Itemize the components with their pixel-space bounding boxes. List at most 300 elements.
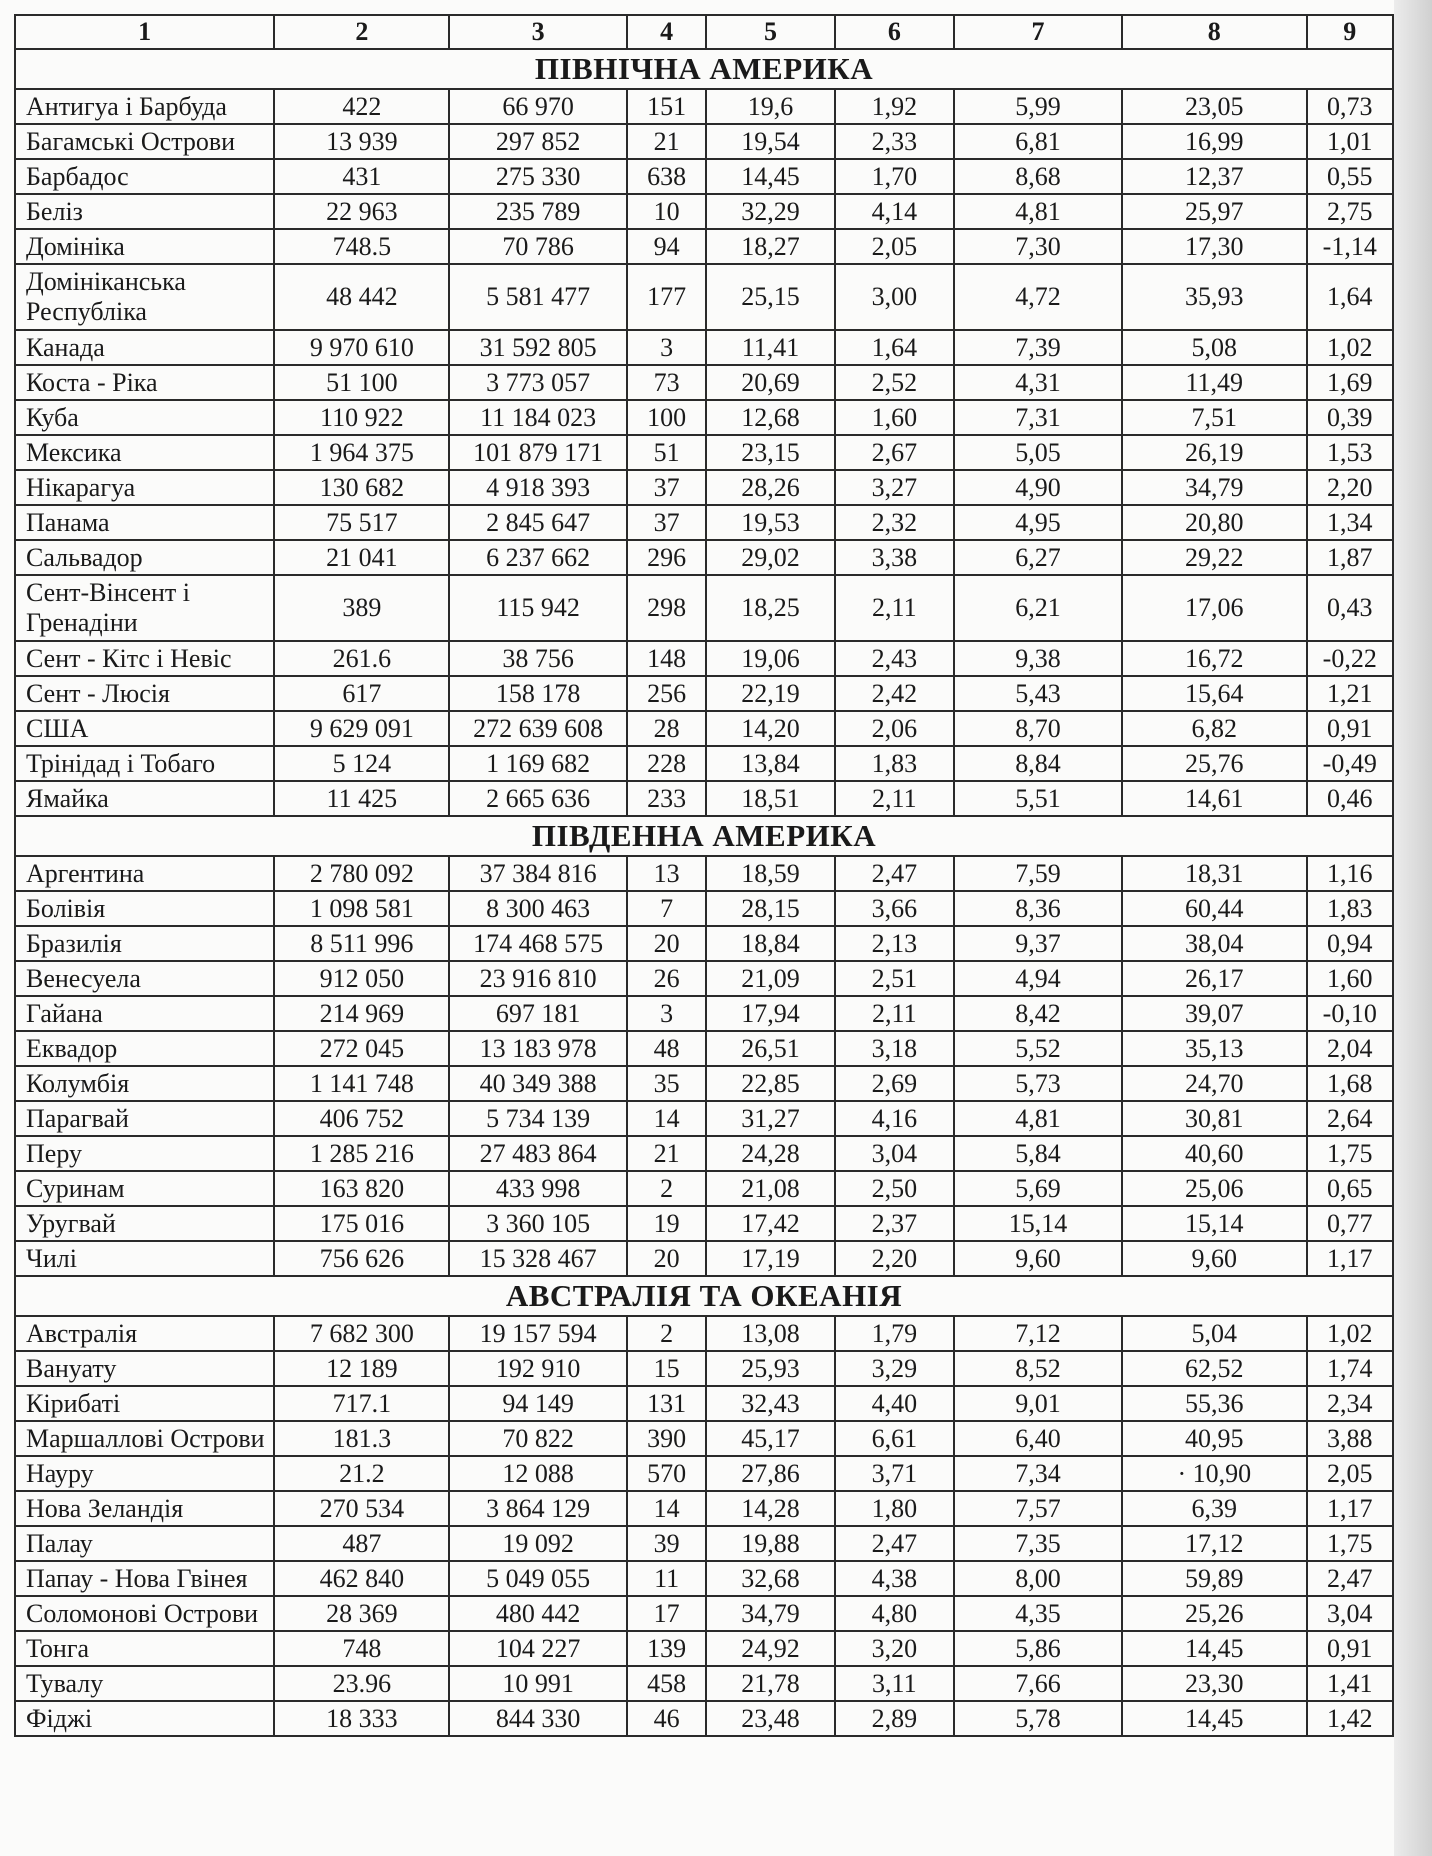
cell-value: 2 665 636 [449,781,627,816]
statistics-table [14,14,1394,1737]
cell-value: 14,45 [1122,1701,1307,1736]
cell-value: 18,31 [1122,856,1307,891]
cell-value: 7,31 [954,400,1122,435]
cell-value: 2,05 [1307,1456,1393,1491]
cell-value: 139 [627,1631,706,1666]
cell-value: 8,52 [954,1351,1122,1386]
cell-value: 21.2 [274,1456,449,1491]
cell-value: 23 916 810 [449,961,627,996]
cell-value: 0,91 [1307,1631,1393,1666]
cell-value: 66 970 [449,89,627,124]
cell-value: 13 [627,856,706,891]
cell-value: 1,75 [1307,1136,1393,1171]
cell-value: 3,88 [1307,1421,1393,1456]
country-name: Уругвай [15,1206,274,1241]
cell-value: 8,70 [954,711,1122,746]
cell-value: 638 [627,159,706,194]
cell-value: 296 [627,540,706,575]
cell-value: 8,00 [954,1561,1122,1596]
cell-value: 70 822 [449,1421,627,1456]
cell-value: 2,06 [835,711,954,746]
cell-value: 7 [627,891,706,926]
cell-value: 37 384 816 [449,856,627,891]
cell-value: 0,94 [1307,926,1393,961]
cell-value: 0,55 [1307,159,1393,194]
cell-value: 11 425 [274,781,449,816]
cell-value: 25,76 [1122,746,1307,781]
column-number: 1 [15,15,274,49]
cell-value: 26,19 [1122,435,1307,470]
cell-value: 174 468 575 [449,926,627,961]
cell-value: 5,51 [954,781,1122,816]
cell-value: 3,18 [835,1031,954,1066]
cell-value: 7,59 [954,856,1122,891]
cell-value: 19,88 [706,1526,834,1561]
table-row [15,746,1393,781]
country-name: Антигуа і Барбуда [15,89,274,124]
cell-value: 28,26 [706,470,834,505]
table-row [15,229,1393,264]
cell-value: 14,20 [706,711,834,746]
cell-value: 6,82 [1122,711,1307,746]
cell-value: 5 049 055 [449,1561,627,1596]
cell-value: 2 [627,1171,706,1206]
cell-value: 25,97 [1122,194,1307,229]
cell-value: 3,11 [835,1666,954,1701]
cell-value: 19 092 [449,1526,627,1561]
cell-value: 1,34 [1307,505,1393,540]
cell-value: 1 964 375 [274,435,449,470]
cell-value: 10 [627,194,706,229]
cell-value: 4,72 [954,264,1122,330]
table-row [15,194,1393,229]
cell-value: 38,04 [1122,926,1307,961]
cell-value: 26,51 [706,1031,834,1066]
cell-value: 34,79 [706,1596,834,1631]
country-name: Тонга [15,1631,274,1666]
cell-value: 2,04 [1307,1031,1393,1066]
cell-value: 1,70 [835,159,954,194]
table-body [15,49,1393,1736]
column-number-row [15,15,1393,49]
table-row [15,1701,1393,1736]
country-name: Суринам [15,1171,274,1206]
cell-value: 5,05 [954,435,1122,470]
cell-value: 100 [627,400,706,435]
cell-value: 9,37 [954,926,1122,961]
cell-value: 9,60 [1122,1241,1307,1276]
cell-value: 4,94 [954,961,1122,996]
cell-value: 9,60 [954,1241,1122,1276]
country-name: Сент - Люсія [15,676,274,711]
cell-value: 298 [627,575,706,641]
page-edge [1394,0,1432,1856]
cell-value: 29,22 [1122,540,1307,575]
cell-value: 3,38 [835,540,954,575]
cell-value: 23,15 [706,435,834,470]
cell-value: 1,02 [1307,1316,1393,1351]
cell-value: 15,64 [1122,676,1307,711]
column-number: 8 [1122,15,1307,49]
cell-value: 14,28 [706,1491,834,1526]
section-title: ПІВДЕННА АМЕРИКА [15,816,1393,856]
country-name: Ямайка [15,781,274,816]
cell-value: 5,99 [954,89,1122,124]
cell-value: 2,32 [835,505,954,540]
cell-value: 275 330 [449,159,627,194]
cell-value: 0,77 [1307,1206,1393,1241]
table-row [15,1351,1393,1386]
column-number: 7 [954,15,1122,49]
cell-value: 1,64 [835,330,954,365]
country-name: Австралія [15,1316,274,1351]
cell-value: 270 534 [274,1491,449,1526]
column-number: 3 [449,15,627,49]
cell-value: 3,29 [835,1351,954,1386]
cell-value: 1,21 [1307,676,1393,711]
cell-value: 2,47 [1307,1561,1393,1596]
cell-value: 2,05 [835,229,954,264]
table-row [15,1066,1393,1101]
cell-value: 39 [627,1526,706,1561]
cell-value: 6,27 [954,540,1122,575]
cell-value: -0,10 [1307,996,1393,1031]
cell-value: 9 629 091 [274,711,449,746]
country-name: Мексика [15,435,274,470]
cell-value: 22 963 [274,194,449,229]
cell-value: 235 789 [449,194,627,229]
table-row [15,1491,1393,1526]
table-row [15,1456,1393,1491]
cell-value: 2,20 [1307,470,1393,505]
cell-value: 8 511 996 [274,926,449,961]
cell-value: 16,99 [1122,124,1307,159]
cell-value: 21 041 [274,540,449,575]
cell-value: 2,34 [1307,1386,1393,1421]
cell-value: 17 [627,1596,706,1631]
table-row [15,330,1393,365]
table-row [15,1031,1393,1066]
cell-value: 73 [627,365,706,400]
cell-value: 406 752 [274,1101,449,1136]
table-row [15,400,1393,435]
country-name: Аргентина [15,856,274,891]
table-row [15,926,1393,961]
cell-value: 1,60 [1307,961,1393,996]
table-row [15,470,1393,505]
cell-value: 1,80 [835,1491,954,1526]
cell-value: 17,12 [1122,1526,1307,1561]
cell-value: 5,52 [954,1031,1122,1066]
table-row [15,1101,1393,1136]
cell-value: 0,91 [1307,711,1393,746]
country-name: Канада [15,330,274,365]
cell-value: 431 [274,159,449,194]
country-name: Нікарагуа [15,470,274,505]
cell-value: 11 [627,1561,706,1596]
table-row [15,365,1393,400]
cell-value: 14 [627,1491,706,1526]
column-number: 6 [835,15,954,49]
section-header-row [15,816,1393,856]
cell-value: 1,17 [1307,1491,1393,1526]
cell-value: 7,51 [1122,400,1307,435]
cell-value: 24,28 [706,1136,834,1171]
cell-value: 14,45 [706,159,834,194]
cell-value: 5,08 [1122,330,1307,365]
cell-value: 1,79 [835,1316,954,1351]
cell-value: 94 [627,229,706,264]
cell-value: 51 100 [274,365,449,400]
cell-value: 28 369 [274,1596,449,1631]
cell-value: 1,42 [1307,1701,1393,1736]
cell-value: 7,39 [954,330,1122,365]
country-name: Колумбія [15,1066,274,1101]
country-name: Венесуела [15,961,274,996]
cell-value: 9,38 [954,641,1122,676]
cell-value: 0,65 [1307,1171,1393,1206]
cell-value: 158 178 [449,676,627,711]
cell-value: 8 300 463 [449,891,627,926]
cell-value: 18,25 [706,575,834,641]
country-name: Домініканська Республіка [15,264,274,330]
cell-value: 13,08 [706,1316,834,1351]
cell-value: 2,64 [1307,1101,1393,1136]
cell-value: 101 879 171 [449,435,627,470]
section-header-row [15,49,1393,89]
cell-value: 17,19 [706,1241,834,1276]
cell-value: 35,13 [1122,1031,1307,1066]
cell-value: 5 581 477 [449,264,627,330]
cell-value: 2,47 [835,1526,954,1561]
cell-value: 6,61 [835,1421,954,1456]
cell-value: 422 [274,89,449,124]
cell-value: 433 998 [449,1171,627,1206]
cell-value: 5,84 [954,1136,1122,1171]
cell-value: 2,11 [835,575,954,641]
cell-value: 192 910 [449,1351,627,1386]
cell-value: 1,83 [835,746,954,781]
cell-value: 181.3 [274,1421,449,1456]
table-row [15,1631,1393,1666]
country-name: Домініка [15,229,274,264]
table-row [15,1171,1393,1206]
cell-value: 2,51 [835,961,954,996]
cell-value: 5,43 [954,676,1122,711]
cell-value: 487 [274,1526,449,1561]
cell-value: 4,14 [835,194,954,229]
cell-value: 1,83 [1307,891,1393,926]
cell-value: 2,67 [835,435,954,470]
cell-value: 0,39 [1307,400,1393,435]
cell-value: 272 639 608 [449,711,627,746]
cell-value: 9,01 [954,1386,1122,1421]
cell-value: 163 820 [274,1171,449,1206]
table-row [15,856,1393,891]
cell-value: 9 970 610 [274,330,449,365]
cell-value: 5,04 [1122,1316,1307,1351]
cell-value: 2,89 [835,1701,954,1736]
column-number: 4 [627,15,706,49]
table-row [15,781,1393,816]
cell-value: 94 149 [449,1386,627,1421]
table-row [15,264,1393,330]
cell-value: 27 483 864 [449,1136,627,1171]
cell-value: 2,69 [835,1066,954,1101]
cell-value: 12,37 [1122,159,1307,194]
cell-value: 23,05 [1122,89,1307,124]
cell-value: 7,34 [954,1456,1122,1491]
cell-value: 18,84 [706,926,834,961]
country-name: Палау [15,1526,274,1561]
cell-value: 6,21 [954,575,1122,641]
cell-value: 59,89 [1122,1561,1307,1596]
cell-value: 27,86 [706,1456,834,1491]
country-name: Маршаллові Острови [15,1421,274,1456]
cell-value: 15,14 [1122,1206,1307,1241]
country-name: Багамські Острови [15,124,274,159]
country-name: Коста - Ріка [15,365,274,400]
cell-value: 570 [627,1456,706,1491]
country-name: Гайана [15,996,274,1031]
cell-value: 24,92 [706,1631,834,1666]
cell-value: 2,47 [835,856,954,891]
cell-value: 4,31 [954,365,1122,400]
cell-value: 272 045 [274,1031,449,1066]
cell-value: 40,95 [1122,1421,1307,1456]
cell-value: 19,06 [706,641,834,676]
cell-value: 3,20 [835,1631,954,1666]
column-number: 9 [1307,15,1393,49]
cell-value: 3,00 [835,264,954,330]
cell-value: 35 [627,1066,706,1101]
cell-value: 0,46 [1307,781,1393,816]
cell-value: 2 845 647 [449,505,627,540]
country-name: Панама [15,505,274,540]
cell-value: 17,42 [706,1206,834,1241]
cell-value: 20,69 [706,365,834,400]
cell-value: 233 [627,781,706,816]
cell-value: 148 [627,641,706,676]
cell-value: 14,61 [1122,781,1307,816]
cell-value: 617 [274,676,449,711]
cell-value: 2,37 [835,1206,954,1241]
cell-value: 18,27 [706,229,834,264]
cell-value: 844 330 [449,1701,627,1736]
country-name: Барбадос [15,159,274,194]
cell-value: 8,68 [954,159,1122,194]
cell-value: 3 864 129 [449,1491,627,1526]
cell-value: 40 349 388 [449,1066,627,1101]
table-row [15,89,1393,124]
section-title: АВСТРАЛІЯ ТА ОКЕАНІЯ [15,1276,1393,1316]
cell-value: 1,41 [1307,1666,1393,1701]
cell-value: 34,79 [1122,470,1307,505]
cell-value: 5,69 [954,1171,1122,1206]
cell-value: 458 [627,1666,706,1701]
cell-value: 4,38 [835,1561,954,1596]
table-row [15,1421,1393,1456]
cell-value: 31,27 [706,1101,834,1136]
cell-value: 110 922 [274,400,449,435]
table-row [15,711,1393,746]
cell-value: 3,66 [835,891,954,926]
cell-value: 756 626 [274,1241,449,1276]
cell-value: 13 939 [274,124,449,159]
cell-value: 3,27 [835,470,954,505]
country-name: Парагвай [15,1101,274,1136]
cell-value: 19,54 [706,124,834,159]
cell-value: 2,11 [835,996,954,1031]
cell-value: 7,30 [954,229,1122,264]
cell-value: 28 [627,711,706,746]
cell-value: 7 682 300 [274,1316,449,1351]
cell-value: 4,40 [835,1386,954,1421]
cell-value: 256 [627,676,706,711]
cell-value: 37 [627,505,706,540]
cell-value: 297 852 [449,124,627,159]
cell-value: 2 780 092 [274,856,449,891]
table-row [15,1666,1393,1701]
cell-value: 18,51 [706,781,834,816]
country-name: Сент-Вінсент і Гренадіни [15,575,274,641]
cell-value: 10 991 [449,1666,627,1701]
cell-value: 7,66 [954,1666,1122,1701]
cell-value: 15 328 467 [449,1241,627,1276]
cell-value: 228 [627,746,706,781]
cell-value: 45,17 [706,1421,834,1456]
cell-value: 12 088 [449,1456,627,1491]
cell-value: 130 682 [274,470,449,505]
cell-value: 3,04 [835,1136,954,1171]
cell-value: 1,68 [1307,1066,1393,1101]
table-row [15,575,1393,641]
cell-value: 2,11 [835,781,954,816]
table-row [15,159,1393,194]
column-number: 2 [274,15,449,49]
country-name: США [15,711,274,746]
country-name: Кірибаті [15,1386,274,1421]
cell-value: 4,81 [954,194,1122,229]
country-name: Вануату [15,1351,274,1386]
cell-value: 1,02 [1307,330,1393,365]
cell-value: 11 184 023 [449,400,627,435]
cell-value: 104 227 [449,1631,627,1666]
country-name: Тувалу [15,1666,274,1701]
cell-value: 38 756 [449,641,627,676]
cell-value: 2,52 [835,365,954,400]
cell-value: 19,6 [706,89,834,124]
cell-value: 748.5 [274,229,449,264]
cell-value: 4,95 [954,505,1122,540]
cell-value: 14 [627,1101,706,1136]
cell-value: 2,13 [835,926,954,961]
cell-value: 5,86 [954,1631,1122,1666]
table-row [15,435,1393,470]
table-row [15,1136,1393,1171]
column-number: 5 [706,15,834,49]
cell-value: 1,69 [1307,365,1393,400]
cell-value: 2,42 [835,676,954,711]
cell-value: 462 840 [274,1561,449,1596]
cell-value: 29,02 [706,540,834,575]
cell-value: 131 [627,1386,706,1421]
cell-value: 717.1 [274,1386,449,1421]
cell-value: 175 016 [274,1206,449,1241]
cell-value: 3,04 [1307,1596,1393,1631]
cell-value: 11,49 [1122,365,1307,400]
cell-value: 75 517 [274,505,449,540]
